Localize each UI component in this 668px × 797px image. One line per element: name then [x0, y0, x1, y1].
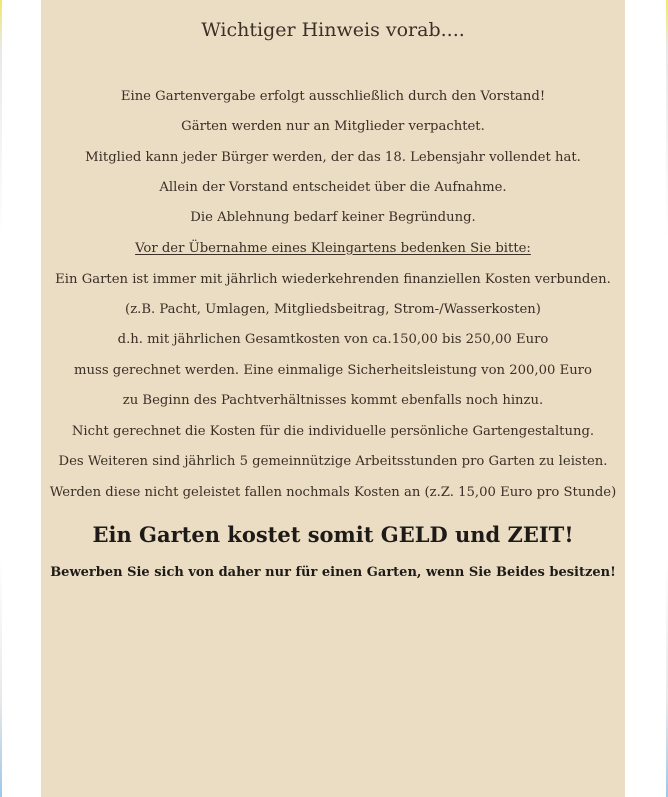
notice-line-security-deposit: muss gerechnet werden. Eine einmalige Sicherheitsleistung von 200,00 Euro — [74, 363, 592, 378]
notice-line-cost-examples: (z.B. Pacht, Umlagen, Mitgliedsbeitrag, Strom-/Wasserkosten) — [125, 302, 541, 317]
notice-heading: Wichtiger Hinweis vorab.... — [201, 19, 465, 41]
notice-line-members-only: Gärten werden nur an Mitglieder verpachtet. — [181, 119, 485, 134]
notice-line-board-decides: Allein der Vorstand entscheidet über die Aufnahme. — [159, 180, 507, 195]
notice-closing: Bewerben Sie sich von daher nur für einen Garten, wenn Sie Beides besitzen! — [50, 565, 616, 580]
notice-line-no-reason: Die Ablehnung bedarf keiner Begründung. — [190, 210, 476, 225]
notice-line-membership-age: Mitglied kann jeder Bürger werden, der das 18. Lebensjahr vollendet hat. — [85, 150, 581, 165]
notice-panel — [41, 0, 625, 797]
left-edge-strip — [0, 0, 2, 797]
notice-line-consider-heading: Vor der Übernahme eines Kleingartens bedenken Sie bitte: — [135, 241, 531, 256]
notice-line-garden-design: Nicht gerechnet die Kosten für die individuelle persönliche Gartengestaltung. — [71, 424, 595, 439]
notice-line-annual-costs: Ein Garten ist immer mit jährlich wiederkehrenden finanziellen Kosten verbunden. — [55, 272, 611, 287]
notice-highlight: Ein Garten kostet somit GELD und ZEIT! — [92, 522, 574, 547]
notice-line-lease-start: zu Beginn des Pachtverhältnisses kommt ebenfalls noch hinzu. — [122, 393, 544, 408]
notice-line-work-hours: Des Weiteren sind jährlich 5 gemeinnützige Arbeitsstunden pro Garten zu leisten. — [58, 454, 608, 469]
notice-line-total-costs: d.h. mit jährlichen Gesamtkosten von ca.150,00 bis 250,00 Euro — [117, 332, 549, 347]
notice-line-allocation: Eine Gartenvergabe erfolgt ausschließlich durch den Vorstand! — [120, 89, 546, 104]
notice-line-extra-costs: Werden diese nicht geleistet fallen nochmals Kosten an (z.Z. 15,00 Euro pro Stunde) — [49, 485, 617, 500]
